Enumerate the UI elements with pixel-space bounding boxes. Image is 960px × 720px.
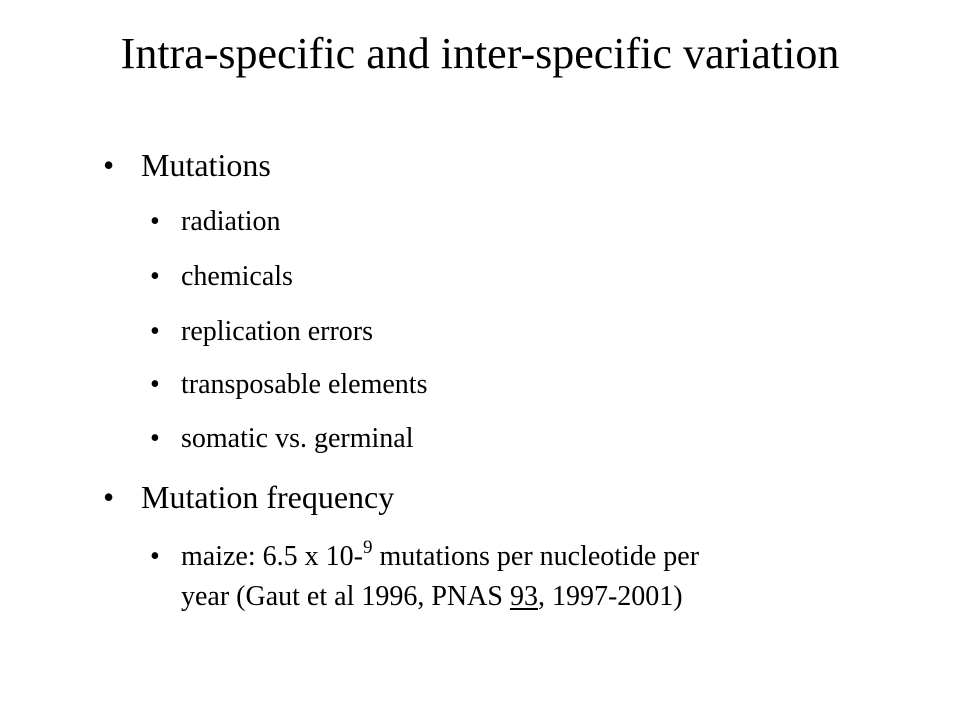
citation-prefix: year (Gaut et al 1996, PNAS — [181, 581, 510, 612]
citation-suffix: , 1997-2001) — [537, 581, 683, 612]
sub-bullet-text: chemicals — [181, 261, 293, 292]
sub-bullet-text: transposable elements — [181, 369, 428, 400]
sub-bullet-icon: • — [150, 206, 160, 237]
bullet-text: Mutations — [141, 147, 271, 183]
sub-bullet-icon: • — [150, 261, 160, 292]
rate-prefix: maize: 6.5 x 10- — [181, 541, 363, 572]
sub-bullet-text: radiation — [181, 206, 281, 237]
maize-citation-line-2 — [181, 578, 683, 616]
rate-suffix: mutations per nucleotide per — [372, 541, 700, 572]
sub-bullet-text: somatic vs. germinal — [181, 423, 414, 454]
slide-title: Intra-specific and inter-specific variation — [120, 29, 840, 78]
bullet-text: Mutation frequency — [141, 479, 395, 515]
maize-rate-line-1 — [181, 538, 699, 576]
sub-bullet-icon: • — [150, 369, 160, 400]
sub-bullet-icon: • — [150, 541, 160, 572]
bullet-icon: • — [103, 147, 115, 183]
sub-bullet-text: replication errors — [181, 316, 374, 347]
citation-volume: 93 — [509, 581, 538, 612]
sub-bullet-icon: • — [150, 316, 160, 347]
bullet-icon: • — [103, 479, 115, 515]
sub-bullet-icon: • — [150, 423, 160, 454]
rate-exponent: 9 — [362, 537, 373, 558]
